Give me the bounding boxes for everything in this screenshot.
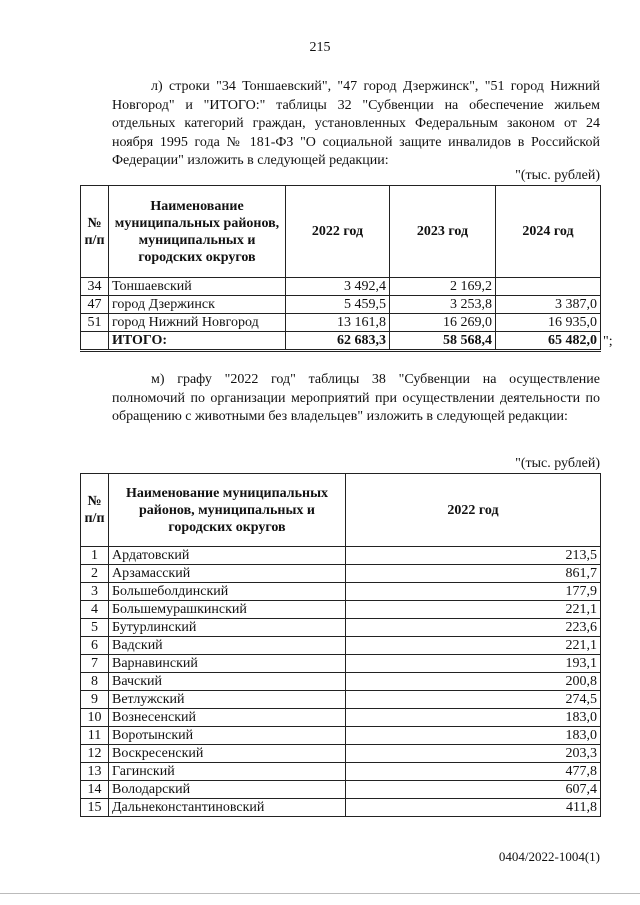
total-2023: 58 568,4 [390, 332, 496, 351]
table-38-fragment [80, 473, 601, 817]
cell-name: Варнавинский [109, 655, 346, 673]
cell-2022: 3 492,4 [286, 278, 390, 296]
cell-2023: 2 169,2 [390, 278, 496, 296]
cell-2022: 213,5 [346, 547, 601, 565]
cell-2024: 3 387,0 [496, 296, 601, 314]
cell-num: 9 [81, 691, 109, 709]
paragraph-l-text: л) строки "34 Тоншаевский", "47 город Дзержинск", "51 город Нижний Новгород" и "ИТОГО:" таблицы 32 "Субвенции на обеспечение жильем отдельных категорий граждан, установленных Федеральным законом от 24 ноября 1995 года № 181-ФЗ "О социальной защите инвалидов в Российской Федерации" изложить в следующей редакции: [112, 79, 600, 168]
total-row [81, 332, 601, 351]
cell-num: 10 [81, 709, 109, 727]
header-2023: 2023 год [390, 186, 496, 278]
cell-2024: 16 935,0 [496, 314, 601, 332]
table-row [81, 781, 601, 799]
cell-2022: 193,1 [346, 655, 601, 673]
total-2024: 65 482,0 [496, 332, 601, 351]
header-num: № п/п [81, 186, 109, 278]
table-row [81, 314, 601, 332]
cell-2022: 607,4 [346, 781, 601, 799]
cell-2022: 223,6 [346, 619, 601, 637]
header-2022: 2022 год [346, 474, 601, 547]
table-row [81, 745, 601, 763]
cell-2022: 411,8 [346, 799, 601, 817]
header-num: № п/п [81, 474, 109, 547]
cell-num: 6 [81, 637, 109, 655]
header-2022: 2022 год [286, 186, 390, 278]
cell-num-empty [81, 332, 109, 351]
cell-2022: 221,1 [346, 637, 601, 655]
total-label: ИТОГО: [109, 332, 286, 351]
cell-name: Дальнеконстантиновский [109, 799, 346, 817]
cell-name: Тоншаевский [109, 278, 286, 296]
cell-num: 5 [81, 619, 109, 637]
cell-2022: 5 459,5 [286, 296, 390, 314]
cell-num: 47 [81, 296, 109, 314]
cell-2022: 177,9 [346, 583, 601, 601]
table-row [81, 583, 601, 601]
table1-closing-quote: "; [603, 334, 613, 349]
cell-name: Воскресенский [109, 745, 346, 763]
page-number: 215 [309, 40, 331, 55]
paragraph-m [112, 371, 600, 427]
table-row [81, 691, 601, 709]
cell-num: 11 [81, 727, 109, 745]
table-row [81, 763, 601, 781]
cell-2022: 13 161,8 [286, 314, 390, 332]
cell-name: Бутурлинский [109, 619, 346, 637]
table-row [81, 673, 601, 691]
cell-name: Ардатовский [109, 547, 346, 565]
cell-name: Воротынский [109, 727, 346, 745]
cell-2022: 183,0 [346, 727, 601, 745]
cell-2023: 3 253,8 [390, 296, 496, 314]
cell-num: 1 [81, 547, 109, 565]
header-name: Наименование муниципальных районов, муниципальных и городских округов [109, 186, 286, 278]
cell-num: 2 [81, 565, 109, 583]
table-row [81, 601, 601, 619]
cell-name: город Нижний Новгород [109, 314, 286, 332]
cell-2022: 200,8 [346, 673, 601, 691]
table-row [81, 565, 601, 583]
cell-name: Ветлужский [109, 691, 346, 709]
cell-2024 [496, 278, 601, 296]
table-row [81, 709, 601, 727]
cell-2022: 477,8 [346, 763, 601, 781]
header-name: Наименование муниципальных районов, муниципальных и городских округов [109, 474, 346, 547]
cell-num: 34 [81, 278, 109, 296]
table-row [81, 296, 601, 314]
cell-num: 51 [81, 314, 109, 332]
document-code: 0404/2022-1004(1) [498, 849, 600, 864]
cell-2023: 16 269,0 [390, 314, 496, 332]
cell-2022: 183,0 [346, 709, 601, 727]
table-row [81, 619, 601, 637]
cell-num: 15 [81, 799, 109, 817]
table-row [81, 547, 601, 565]
cell-name: Гагинский [109, 763, 346, 781]
paragraph-m-text: м) графу "2022 год" таблицы 38 "Субвенции на осуществление полномочий по организации мероприятий при осуществлении деятельности по обращению с животными без владельцев" изложить в следующей редакции: [112, 372, 600, 424]
cell-2022: 221,1 [346, 601, 601, 619]
table-row [81, 727, 601, 745]
cell-name: Вачский [109, 673, 346, 691]
header-2024: 2024 год [496, 186, 601, 278]
table-32-fragment [80, 185, 601, 352]
table-row [81, 637, 601, 655]
cell-num: 3 [81, 583, 109, 601]
table-row [81, 278, 601, 296]
cell-2022: 203,3 [346, 745, 601, 763]
cell-name: Володарский [109, 781, 346, 799]
cell-name: Вадский [109, 637, 346, 655]
units-label-2: "(тыс. рублей) [515, 456, 600, 471]
table-38-body [81, 547, 601, 817]
units-label-1: "(тыс. рублей) [515, 168, 600, 183]
cell-2022: 861,7 [346, 565, 601, 583]
cell-name: Большеболдинский [109, 583, 346, 601]
cell-num: 13 [81, 763, 109, 781]
cell-2022: 274,5 [346, 691, 601, 709]
cell-num: 7 [81, 655, 109, 673]
cell-num: 14 [81, 781, 109, 799]
cell-name: Большемурашкинский [109, 601, 346, 619]
table-row [81, 799, 601, 817]
cell-num: 4 [81, 601, 109, 619]
cell-name: город Дзержинск [109, 296, 286, 314]
total-2022: 62 683,3 [286, 332, 390, 351]
paragraph-l [112, 78, 600, 171]
cell-name: Арзамасский [109, 565, 346, 583]
footer-divider [0, 893, 640, 894]
cell-num: 8 [81, 673, 109, 691]
cell-num: 12 [81, 745, 109, 763]
cell-name: Вознесенский [109, 709, 346, 727]
table-row [81, 655, 601, 673]
